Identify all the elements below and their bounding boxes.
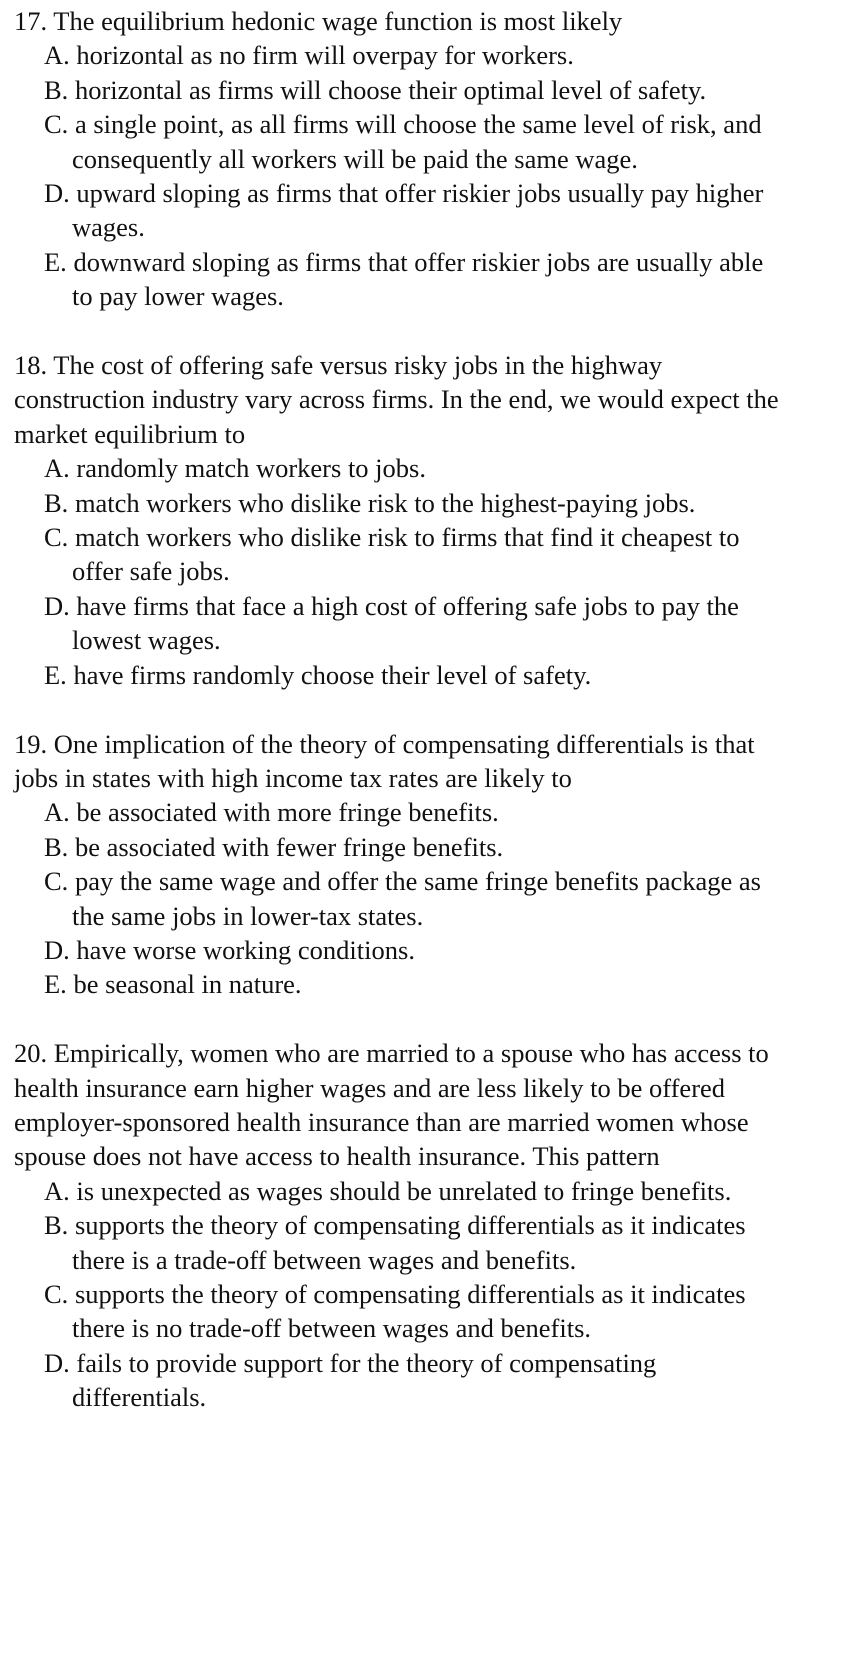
question-20 bbox=[14, 1036, 840, 1414]
question-19 bbox=[14, 727, 840, 1002]
option-text: be seasonal in nature. bbox=[73, 969, 302, 1000]
option-text: match workers who dislike risk to firms that find it cheapest to offer safe jobs. bbox=[72, 522, 740, 587]
option-letter: E. bbox=[44, 246, 67, 277]
option-letter: B. bbox=[44, 1210, 69, 1241]
option-text: fails to provide support for the theory of compensating differentials. bbox=[72, 1347, 657, 1413]
option-text: pay the same wage and offer the same fringe benefits package as the same jobs in lower-tax states. bbox=[72, 866, 761, 931]
answer-option-b bbox=[14, 830, 840, 864]
answer-option-a bbox=[14, 1174, 840, 1208]
option-text: downward sloping as firms that offer riskier jobs are usually able to pay lower wages. bbox=[72, 246, 764, 312]
question-number: 18. bbox=[14, 350, 48, 381]
answer-option-a bbox=[14, 38, 840, 72]
option-text: match workers who dislike risk to the highest-paying jobs. bbox=[74, 487, 696, 518]
option-letter: D. bbox=[44, 934, 70, 965]
option-text: randomly match workers to jobs. bbox=[76, 453, 426, 484]
option-letter: B. bbox=[44, 831, 69, 862]
option-letter: E. bbox=[44, 659, 67, 690]
answer-option-a bbox=[14, 795, 840, 829]
answer-option-e bbox=[14, 245, 840, 314]
answer-option-c bbox=[14, 864, 840, 933]
option-text: horizontal as firms will choose their optimal level of safety. bbox=[74, 74, 707, 105]
option-text: have firms that face a high cost of offering safe jobs to pay the lowest wages. bbox=[72, 590, 739, 656]
option-letter: C. bbox=[44, 109, 69, 140]
answer-option-d bbox=[14, 933, 840, 967]
option-letter: A. bbox=[44, 453, 70, 484]
question-number: 20. bbox=[14, 1038, 48, 1069]
option-text: have firms randomly choose their level of safety. bbox=[73, 659, 592, 690]
option-text: a single point, as all firms will choose the same level of risk, and consequently all workers will be paid the same wage. bbox=[72, 109, 762, 174]
question-text: One implication of the theory of compensating differentials is that jobs in states with high income tax rates are likely to bbox=[14, 728, 755, 793]
answer-option-d bbox=[14, 589, 840, 658]
answer-option-d bbox=[14, 176, 840, 245]
question-stem bbox=[14, 1036, 840, 1174]
answer-option-e bbox=[14, 967, 840, 1001]
answer-options bbox=[14, 795, 840, 1001]
question-17 bbox=[14, 4, 840, 314]
answer-option-b bbox=[14, 1208, 840, 1277]
option-letter: B. bbox=[44, 487, 69, 518]
option-text: supports the theory of compensating differentials as it indicates there is no trade-off between wages and benefits. bbox=[72, 1278, 746, 1344]
question-document bbox=[14, 4, 840, 1415]
option-letter: A. bbox=[44, 797, 70, 828]
option-letter: E. bbox=[44, 969, 67, 1000]
option-text: have worse working conditions. bbox=[76, 934, 415, 965]
option-letter: B. bbox=[44, 74, 69, 105]
option-letter: A. bbox=[44, 40, 70, 71]
option-letter: C. bbox=[44, 1278, 69, 1309]
option-letter: C. bbox=[44, 522, 69, 553]
option-letter: C. bbox=[44, 866, 69, 897]
answer-option-e bbox=[14, 658, 840, 692]
option-letter: D. bbox=[44, 590, 70, 621]
answer-options bbox=[14, 451, 840, 692]
question-text: The equilibrium hedonic wage function is most likely bbox=[53, 6, 623, 36]
answer-option-c bbox=[14, 520, 840, 589]
option-text: be associated with more fringe benefits. bbox=[76, 797, 499, 828]
answer-option-b bbox=[14, 73, 840, 107]
option-text: supports the theory of compensating differentials as it indicates there is a trade-off between wages and benefits. bbox=[72, 1210, 746, 1275]
answer-option-d bbox=[14, 1346, 840, 1415]
option-text: upward sloping as firms that offer riskier jobs usually pay higher wages. bbox=[72, 178, 764, 243]
option-text: horizontal as no firm will overpay for workers. bbox=[76, 40, 574, 71]
question-stem bbox=[14, 727, 840, 796]
option-letter: A. bbox=[44, 1175, 70, 1206]
option-letter: D. bbox=[44, 178, 70, 209]
question-number: 17. bbox=[14, 6, 48, 36]
question-number: 19. bbox=[14, 728, 48, 759]
option-text: be associated with fewer fringe benefits. bbox=[74, 831, 504, 862]
answer-option-c bbox=[14, 1277, 840, 1346]
option-text: is unexpected as wages should be unrelated to fringe benefits. bbox=[76, 1175, 732, 1206]
answer-options bbox=[14, 1174, 840, 1415]
answer-option-a bbox=[14, 451, 840, 485]
question-text: Empirically, women who are married to a spouse who has access to health insurance earn higher wages and are less likely to be offered employer-sponsored health insurance than are married women whose spouse does not have access to health insurance. This pattern bbox=[14, 1038, 769, 1172]
question-stem bbox=[14, 348, 840, 451]
option-letter: D. bbox=[44, 1347, 70, 1378]
answer-option-b bbox=[14, 486, 840, 520]
question-stem bbox=[14, 4, 840, 38]
answer-options bbox=[14, 38, 840, 313]
question-text: The cost of offering safe versus risky jobs in the highway construction industry vary across firms. In the end, we would expect the market equilibrium to bbox=[14, 350, 779, 449]
question-18 bbox=[14, 348, 840, 692]
answer-option-c bbox=[14, 107, 840, 176]
